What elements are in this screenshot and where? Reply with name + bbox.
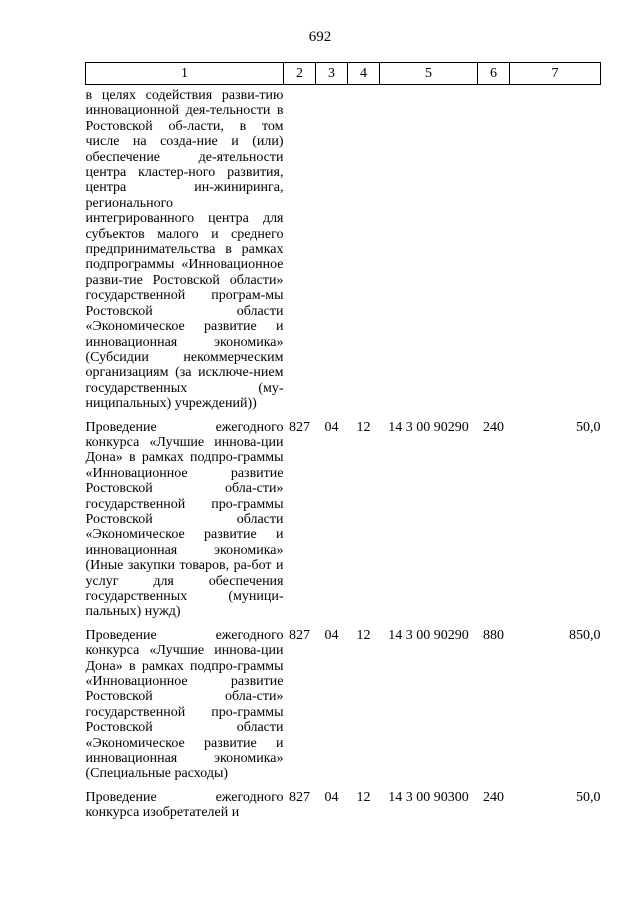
target-article-code: 14 3 00 90290 [388,627,469,643]
section-code: 04 [324,789,339,805]
expense-type-code: 240 [483,419,504,435]
amount: 850,0 [569,627,601,643]
ministry-code: 827 [289,789,310,805]
table-row [86,620,601,782]
subsection-code: 12 [356,627,371,643]
amount [510,85,601,412]
target-article-code [380,85,478,412]
row-description: в целях содействия разви-тию инновационной дея-тельности в Ростовской об-ласти, в том числе на созда-ние и (или) обеспечение де-ятельности центра кластер-ного развития, центра ин-жиниринга, регионального интегрированного центра для субъектов малого и среднего предпринимательства в рамках подпрограммы «Инновационное разви-тие Ростовской области» государственной програм-мы Ростовской области «Экономическое развитие и инновационная экономика» (Субсидии некоммерческим организациям (за исключе-нием государственных (му-ниципальных) учреждений)) [85,88,284,412]
column-header: 4 [348,63,380,85]
column-header: 7 [510,63,601,85]
table-row [86,85,601,412]
column-header: 5 [380,63,478,85]
target-article-code: 14 3 00 90290 [388,419,469,435]
subsection-code [348,85,380,412]
ministry-code [284,85,316,412]
amount: 50,0 [576,419,601,435]
row-description: Проведение ежегодного конкурса «Лучшие иннова-ции Дона» в рамках подпро-граммы «Инновационное развитие Ростовской обла-сти» государственной про-граммы Ростовской области «Экономическое развитие и инновационная экономика» (Иные закупки товаров, ра-бот и услуг для обеспечения государственных (муници-пальных) нужд) [85,419,284,620]
ministry-code: 827 [289,419,310,435]
page-number: 692 [308,29,332,45]
expense-type-code: 880 [483,627,504,643]
section-code: 04 [324,419,339,435]
column-header: 3 [316,63,348,85]
table-row [86,412,601,620]
expense-type-code [478,85,510,412]
row-description: Проведение ежегодного конкурса изобретателей и [85,789,284,821]
column-header: 2 [284,63,316,85]
column-header: 1 [86,63,284,85]
amount: 50,0 [576,789,601,805]
row-description: Проведение ежегодного конкурса «Лучшие иннова-ции Дона» в рамках подпро-граммы «Инновационное развитие Ростовской обла-сти» государственной про-граммы Ростовской области «Экономическое развитие и инновационная экономика» (Специальные расходы) [85,627,284,782]
table-row [86,782,601,821]
column-header: 6 [478,63,510,85]
subsection-code: 12 [356,419,371,435]
header-row [86,63,601,85]
budget-table [85,62,601,821]
subsection-code: 12 [356,789,371,805]
target-article-code: 14 3 00 90300 [388,789,469,805]
section-code: 04 [324,627,339,643]
section-code [316,85,348,412]
expense-type-code: 240 [483,789,504,805]
ministry-code: 827 [289,627,310,643]
